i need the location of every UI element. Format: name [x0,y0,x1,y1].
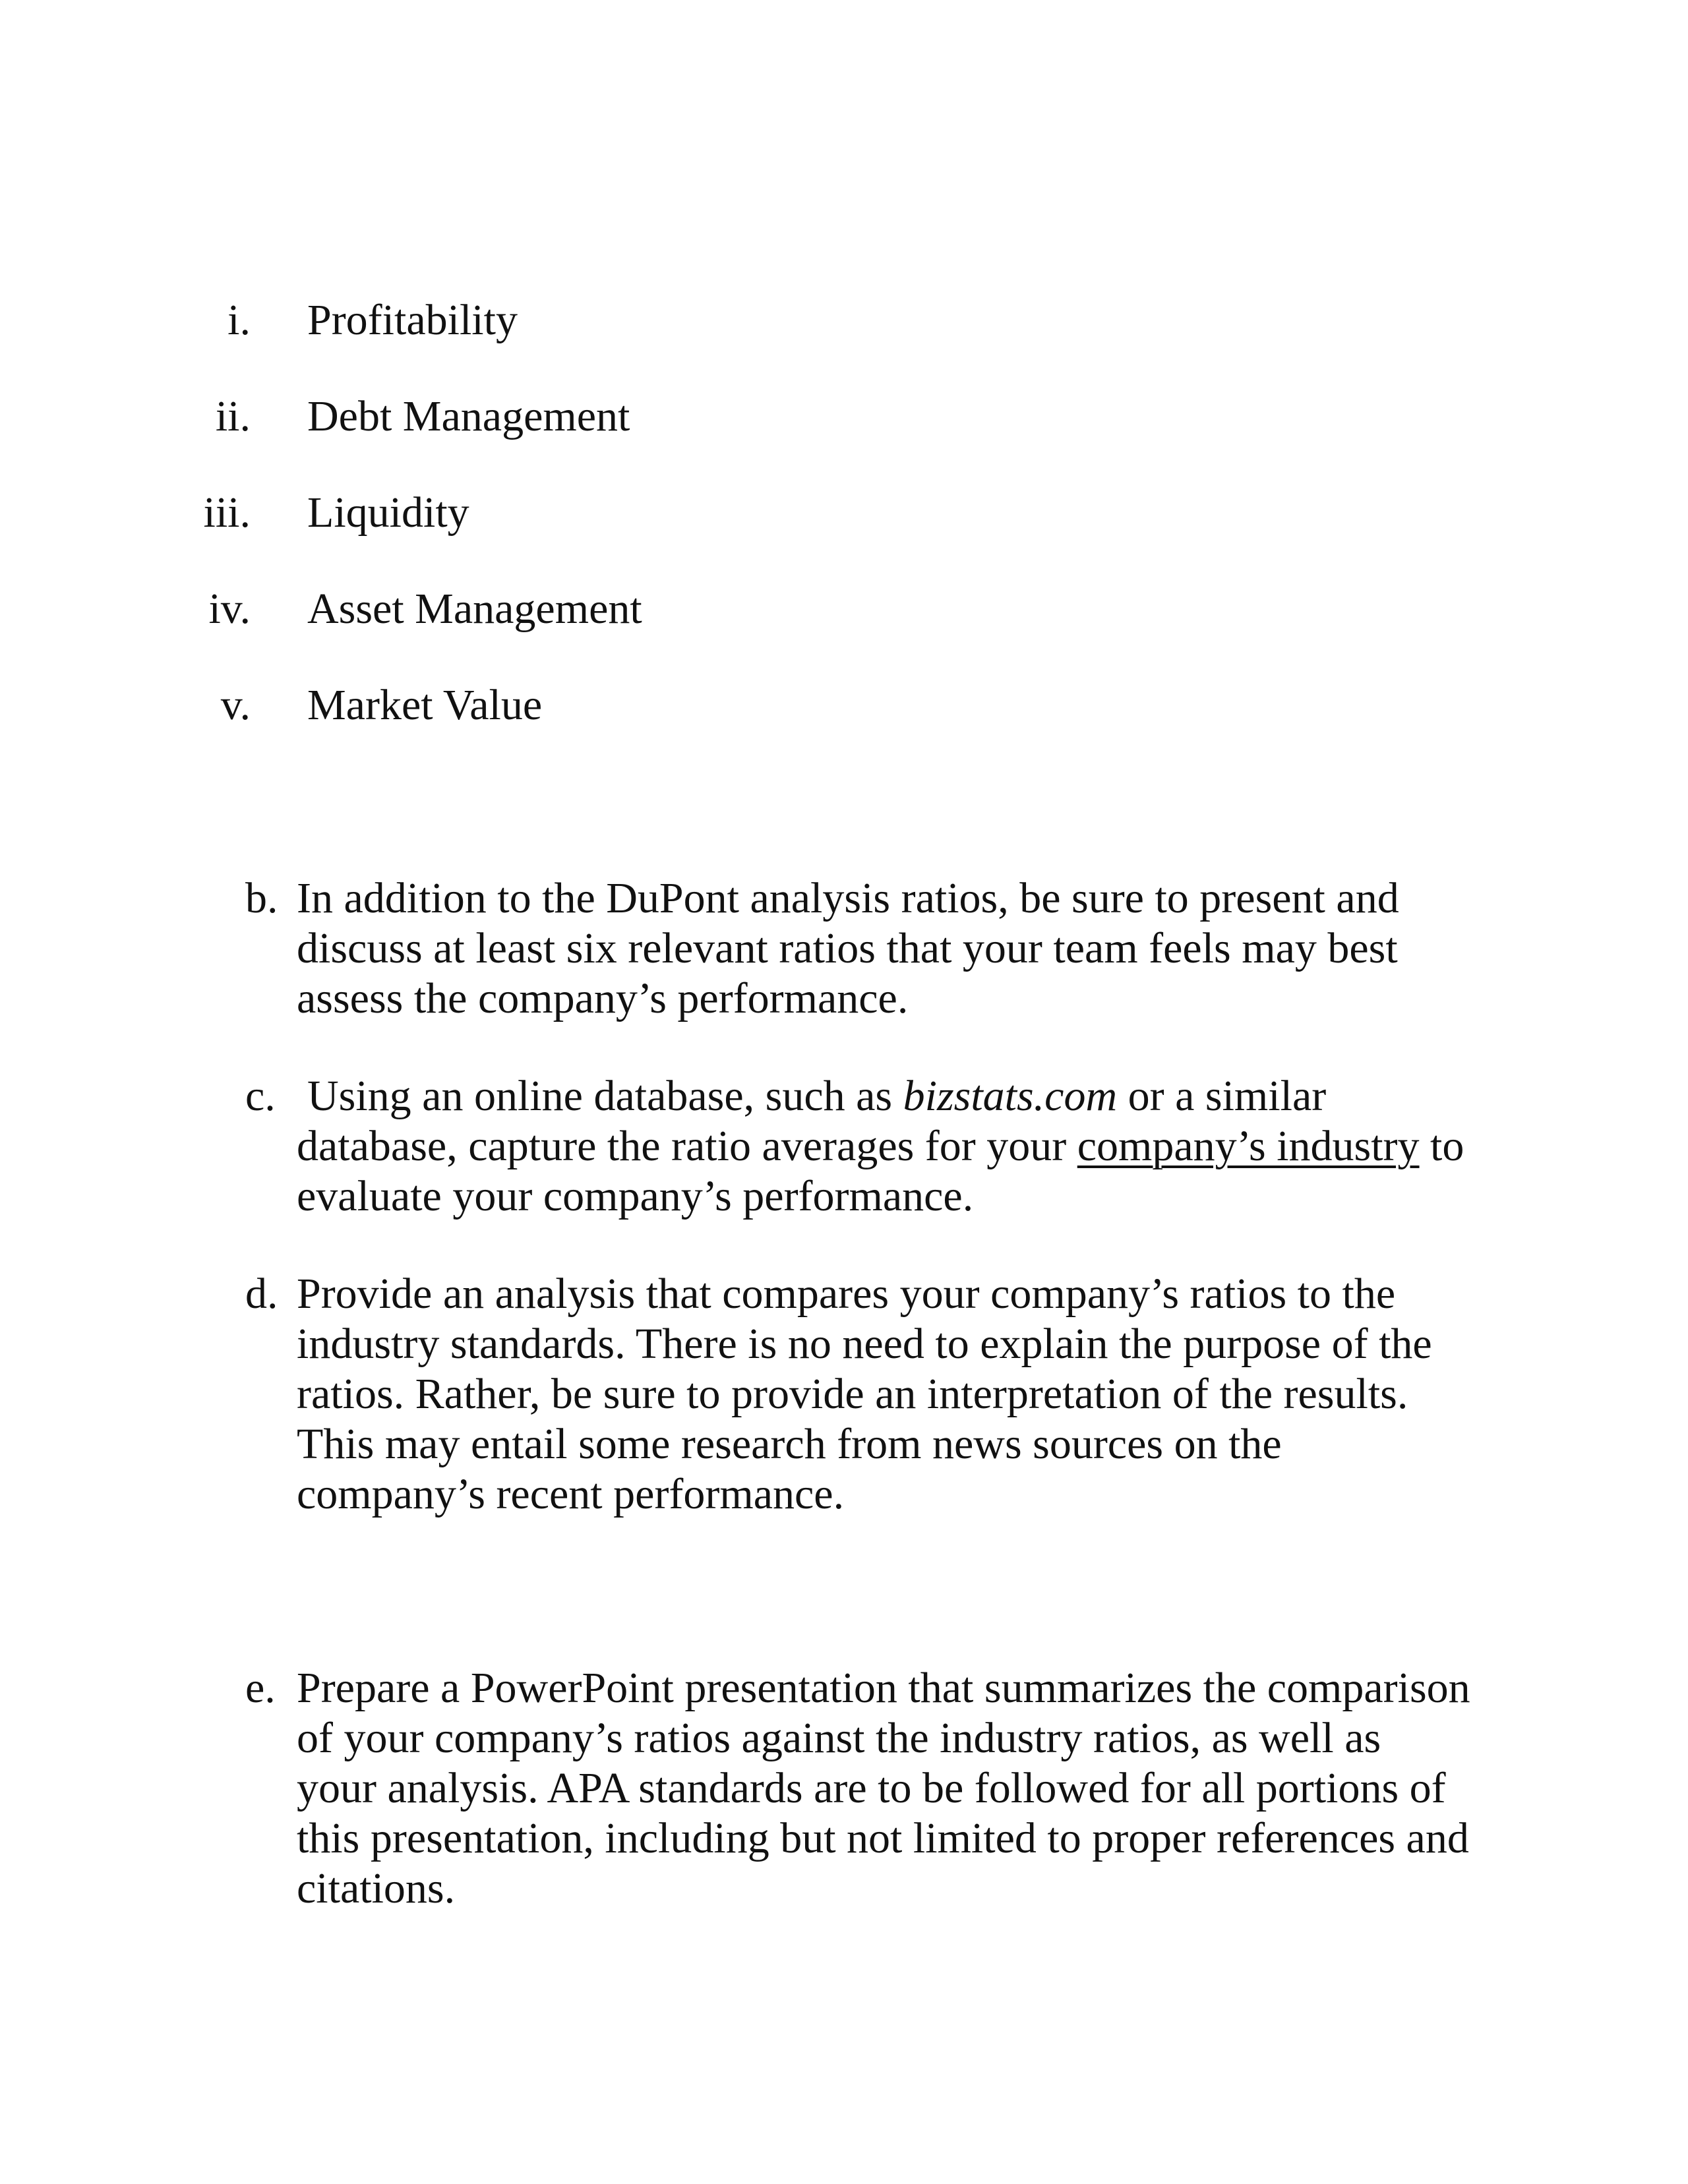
paragraph-line: This may entail some research from news sources on the [297,1420,1282,1468]
paragraph-line: company’s recent performance. [297,1470,845,1518]
list-numeral: v. [220,681,251,729]
website-name: bizstats.com [903,1072,1118,1120]
list-item [0,583,791,635]
list-item [0,294,791,347]
item-body [297,1071,1550,1222]
item-body [297,873,1550,1024]
item-letter: d. [245,1270,278,1318]
paragraph-line: assess the company’s performance. [297,974,909,1022]
paragraph-line: evaluate your company’s performance. [297,1172,974,1220]
item-letter: b. [245,874,278,922]
list-item [0,679,791,732]
paragraph-line [297,1071,1550,1121]
list-item-text: Market Value [307,681,543,729]
list-numeral: i. [227,296,251,344]
list-numeral: iii. [203,488,251,537]
item-body [297,1663,1550,1914]
paragraph-line: of your company’s ratios against the industry ratios, as well as [297,1714,1381,1762]
paragraph-line: industry standards. There is no need to explain the purpose of the [297,1320,1432,1368]
underlined-text: company’s industry [1077,1122,1420,1170]
list-item [0,390,791,443]
paragraph-line: In addition to the DuPont analysis ratios, be sure to present and [297,874,1399,922]
paragraph-line: Provide an analysis that compares your company’s ratios to the [297,1270,1396,1318]
list-item-text: Asset Management [307,585,642,633]
text-run: or a similar [1117,1072,1327,1120]
item-body [297,1269,1550,1520]
text-run: database, capture the ratio averages for your [297,1122,1077,1170]
paragraph-line: Prepare a PowerPoint presentation that summarizes the comparison [297,1664,1470,1712]
paragraph-line: citations. [297,1864,456,1912]
list-numeral: ii. [215,392,251,440]
paragraph-line: ratios. Rather, be sure to provide an interpretation of the results. [297,1370,1408,1418]
text-run: to [1419,1122,1464,1170]
text-run: Using an online database, such as [307,1072,903,1120]
paragraph-line [297,1121,1550,1171]
paragraph-line: this presentation, including but not limited to proper references and [297,1814,1469,1862]
paragraph-line: discuss at least six relevant ratios that your team feels may best [297,924,1398,972]
list-numeral: iv. [208,585,251,633]
item-letter: c. [245,1072,276,1120]
paragraph-line: your analysis. APA standards are to be followed for all portions of [297,1764,1446,1812]
list-item-text: Profitability [307,296,518,344]
list-item-text: Debt Management [307,392,630,440]
item-letter: e. [245,1664,276,1712]
list-item-text: Liquidity [307,488,469,537]
list-item [0,487,791,539]
